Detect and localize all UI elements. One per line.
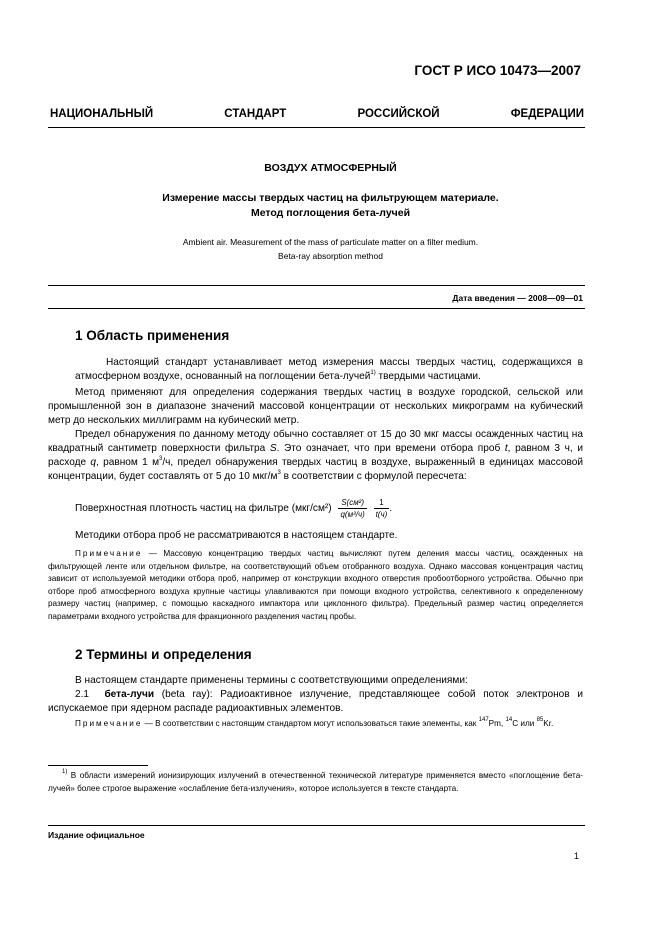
- section-2-heading: 2 Термины и определения: [75, 647, 252, 662]
- english-title-line-2: Beta-ray absorption method: [278, 251, 383, 261]
- section-2-note: Примечание — В соответствии с настоящим стандартом могут использоваться такие элементы, как $^{147}$Pm, $^{14}$C или $^{85}$Kr.: [75, 717, 554, 728]
- standard-code: ГОСТ Р ИСО 10473—2007: [414, 63, 581, 78]
- footnote: $^{1)}$ В области измерений ионизирующих излучений в отечественной технической литературе применяется вместо «поглощение бета-лучей» более строгое выражение «ослабление бета-излучения», которое используется в тексте стандарта.: [48, 769, 583, 793]
- section-1-note: Примечание — Массовую концентрацию твердых частиц вычисляют путем деления массы частиц, осажденных на фильтрующей ленте или отдельном фильтре, на соответствующий объем отобранного воздуха. Однако массовая концентрация частиц зависит от используемой методики отбора проб, например от конструкции входного отверстия пробоотборного устройства. Обычно при отборе проб атмосферного воздуха крупные частицы улавливаются при помощи входного устройства, селективного к определенному размеру частиц (например, с помощью каскадного импактора или циклонного фильтра). Предельный размер частиц определяется параметрами входного устройства для фракционного разделения частиц пробы.: [48, 549, 583, 621]
- formula-fraction-2: $\frac{1}{t(ч)}$: [375, 498, 388, 519]
- title-word-3: РОССИЙСКОЙ: [357, 108, 440, 120]
- footnote-divider: [48, 765, 148, 766]
- formula-fraction-1: $\frac{\text{S(см²)}}{\text{q(м³/ч)}}$: [340, 498, 365, 519]
- header-divider: [48, 127, 585, 128]
- footer-divider: [48, 825, 585, 826]
- edition-label: Издание официальное: [48, 830, 145, 840]
- formula-label: Поверхностная плотность частиц на фильтре (мкг/см²): [75, 503, 332, 515]
- date-divider: [48, 308, 585, 309]
- document-title: ВОЗДУХ АТМОСФЕРНЫЙ: [264, 162, 397, 174]
- section-1-heading: 1 Область применения: [75, 328, 230, 343]
- section-1-paragraph-3: Предел обнаружения по данному методу обычно составляет от 15 до 30 мкг массы осажденных частиц на квадратный сантиметр поверхности фильтра S. Это означает, что при времени отбора проб t, равном 3 ч, и расходе q, равном 1 $м^3/ч$, предел обнаружения твердых частиц в воздухе, выраженный в единицах массовой концентрации, будет составлять от 5 до 10 мкг/$м^3$ в соответствии с формулой пересчета:: [48, 429, 583, 482]
- english-title: [0, 235, 661, 263]
- title-word-1: НАЦИОНАЛЬНЫЙ: [50, 108, 154, 120]
- subtitle-line-2: Метод поглощения бета-лучей: [250, 207, 411, 219]
- document-subtitle: [0, 191, 661, 221]
- section-1-paragraph-1: Настоящий стандарт устанавливает метод измерения массы твердых частиц, содержащихся в атмосферном воздухе, основанный на поглощении бета-лучей$^{1)}$ твердыми частицами.: [75, 357, 583, 382]
- section-2-paragraph-1: В настоящем стандарте применены термины с соответствующими определениями:: [75, 675, 468, 686]
- page-number: 1: [573, 851, 579, 861]
- national-standard-title: [50, 108, 584, 120]
- title-divider: [48, 285, 585, 286]
- section-1-paragraph-2: Метод применяют для определения содержания твердых частиц в воздухе городской, сельской или промышленной зон в диапазоне значений массовой концентрации от нескольких микрограмм на кубический метр до нескольких миллиграмм на кубический метр.: [48, 387, 583, 426]
- subtitle-line-1: Измерение массы твердых частиц на фильтрующем материале.: [162, 192, 499, 204]
- definition-beta-ray: 2.1 бета-лучи (beta ray): Радиоактивное излучение, представляющее собой поток электронов и испускаемое при ядерном распаде радиоактивных элементов.: [48, 689, 583, 714]
- english-title-line-1: Ambient air. Measurement of the mass of particulate matter on a filter medium.: [182, 237, 479, 247]
- section-1-paragraph-4: Методики отбора проб не рассматриваются в настоящем стандарте.: [75, 530, 398, 541]
- introduction-date: Дата введения — 2008—09—01: [452, 293, 583, 303]
- title-word-4: ФЕДЕРАЦИИ: [510, 108, 584, 120]
- conversion-formula: Поверхностная плотность частиц на фильтре (мкг/см²) $\frac{\text{S(см²)}}{\text{q(м³/ч)}}$ $\frac{1}{t(ч)}$ .: [75, 498, 393, 519]
- title-word-2: СТАНДАРТ: [224, 108, 287, 120]
